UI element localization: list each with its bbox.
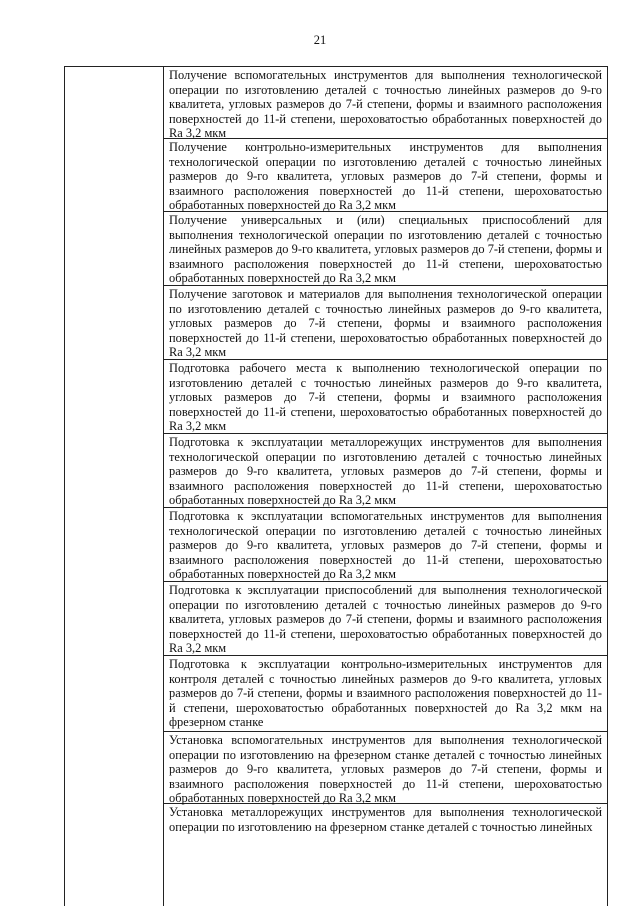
table-row: Подготовка к эксплуатации металлорежущих инструментов для выполнения технологической операции по изготовлению деталей с точностью линейных размеров до 9-го квалитета, угловых размеров до 7-й степени, формы и взаимного расположения поверхностей до 11-й степени, шероховатостью обработанных поверхностей до Ra 3,2 мкм [164, 434, 607, 508]
table-row: Получение универсальных и (или) специальных приспособлений для выполнения технологической операции по изготовлению деталей с точностью линейных размеров до 9-го квалитета, угловых размеров до 7-й степени, формы и взаимного расположения поверхностей до 11-й степени, шероховатостью обработанных поверхностей до Ra 3,2 мкм [164, 212, 607, 286]
table-row: Подготовка к эксплуатации приспособлений для выполнения технологической операции по изготовлению деталей с точностью линейных размеров до 9-го квалитета, угловых размеров до 7-й степени, формы и взаимного расположения поверхностей до 11-й степени, шероховатостью обработанных поверхностей до Ra 3,2 мкм [164, 582, 607, 656]
table-row: Получение вспомогательных инструментов для выполнения технологической операции по изготовлению деталей с точностью линейных размеров до 9-го квалитета, угловых размеров до 7-й степени, формы и взаимного расположения поверхностей до 11-й степени, шероховатостью обработанных поверхностей до Ra 3,2 мкм [164, 67, 607, 139]
document-table [64, 66, 608, 906]
table-row: Подготовка к эксплуатации контрольно-измерительных инструментов для контроля деталей с точностью линейных размеров до 9-го квалитета, угловых размеров до 7-й степени, формы и взаимного расположения поверхностей до 11-й степени, шероховатостью обработанных поверхностей до Ra 3,2 мкм на фрезерном станке [164, 656, 607, 732]
table-left-column [65, 67, 164, 906]
table-right-column [164, 67, 607, 906]
table-row: Получение заготовок и материалов для выполнения технологической операции по изготовлению деталей с точностью линейных размеров до 9-го квалитета, угловых размеров до 7-й степени, формы и взаимного расположения поверхностей до 11-й степени, шероховатостью обработанных поверхностей до Ra 3,2 мкм [164, 286, 607, 360]
table-row: Установка металлорежущих инструментов для выполнения технологической операции по изготовлению на фрезерном станке деталей с точностью линейных [169, 805, 602, 834]
table-row: Установка вспомогательных инструментов для выполнения технологической операции по изготовлению на фрезерном станке деталей с точностью линейных размеров до 9-го квалитета, угловых размеров до 7-й степени, формы и взаимного расположения поверхностей до 11-й степени, шероховатостью обработанных поверхностей до Ra 3,2 мкм [164, 732, 607, 804]
table-row: Получение контрольно-измерительных инструментов для выполнения технологической операции по изготовлению деталей с точностью линейных размеров до 9-го квалитета, угловых размеров до 7-й степени, формы и взаимного расположения поверхностей до 11-й степени, шероховатостью обработанных поверхностей до Ra 3,2 мкм [164, 139, 607, 212]
page-number: 21 [313, 33, 327, 47]
table-row: Подготовка рабочего места к выполнению технологической операции по изготовлению деталей с точностью линейных размеров до 9-го квалитета, угловых размеров до 7-й степени, формы и взаимного расположения поверхностей до 11-й степени, шероховатостью обработанных поверхностей до Ra 3,2 мкм [164, 360, 607, 434]
table-row: Подготовка к эксплуатации вспомогательных инструментов для выполнения технологической операции по изготовлению деталей с точностью линейных размеров до 9-го квалитета, угловых размеров до 7-й степени, формы и взаимного расположения поверхностей до 11-й степени, шероховатостью обработанных поверхностей до Ra 3,2 мкм [164, 508, 607, 582]
